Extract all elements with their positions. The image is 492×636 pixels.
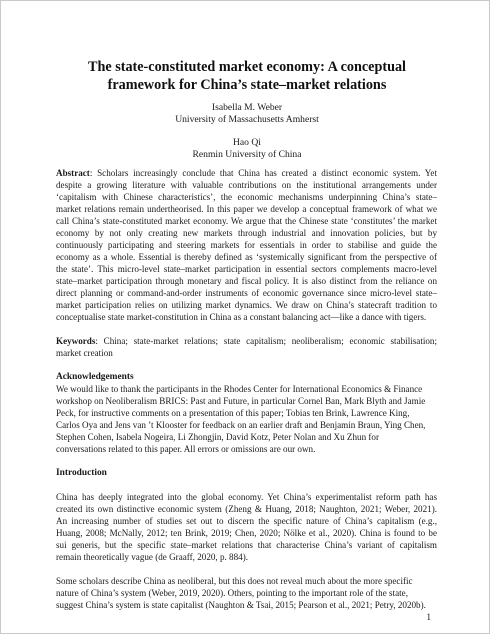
introduction-heading: Introduction bbox=[56, 468, 107, 478]
author-name: Hao Qi bbox=[233, 137, 261, 148]
intro-line: remain theoretically vague (de Graaff, 2020, p. 884). bbox=[56, 552, 248, 562]
intro-line: suggest China’s system is state capitalist (Naughton & Tsai, 2015; Pearson et al., 2021; Petry, 2020b). bbox=[56, 600, 426, 610]
abstract-line: economy as a whole. Essential is thereby defined as ‘systemically significant from the perspective of bbox=[56, 252, 437, 262]
abstract-line: continuously participating and steering markets for essentials in order to stabilise and guide the bbox=[56, 240, 437, 250]
acknowledgements-line: workshop on Neoliberalism BRICS: Past and Future, in particular Cornel Ban, Mark Blyth and Jamie bbox=[56, 396, 426, 406]
abstract-line: Abstract: Scholars increasingly conclude that China has created a distinct economic system. Yet bbox=[56, 168, 437, 178]
intro-line: created its own distinctive economic system (Zheng & Huang, 2018; Naughton, 2021; Weber, 2021). bbox=[56, 504, 437, 514]
abstract-line: call China’s state-constituted market economy. We argue that the Chinese state ‘constitutes’ the market bbox=[56, 216, 437, 226]
acknowledgements-line: Carlos Oya and Jens van ’t Klooster for feedback on an earlier draft and Benjamin Braun, Ying Chen, bbox=[56, 420, 426, 430]
intro-line: China has deeply integrated into the global economy. Yet China’s experimentalist reform path has bbox=[56, 492, 437, 502]
author-name: Isabella M. Weber bbox=[211, 102, 283, 113]
title-line: framework for China’s state–market relations bbox=[107, 77, 387, 93]
author-affiliation: University of Massachusetts Amherst bbox=[175, 114, 319, 125]
acknowledgements-line: Peck, for instructive comments on a presentation of this paper; Tobias ten Brink, Lawrence King, bbox=[56, 408, 410, 418]
intro-line: Huang, 2008; McNally, 2012; ten Brink, 2019; Chen, 2020; Nölke et al., 2020). China is found to be bbox=[56, 528, 437, 538]
abstract-line: economy by not only creating new markets through industrial and innovation policies, but by bbox=[56, 228, 437, 238]
acknowledgements-line: Stephen Cohen, Isabela Nogeira, Li Zhongjin, David Kotz, Peter Nolan and Xu Zhun for bbox=[56, 432, 380, 442]
abstract-line: market participation relies on utilizing market dynamics. We draw on China’s statecraft tradition to bbox=[56, 300, 437, 310]
abstract-line: conceptualise state market-constitution in China as a constant balancing act—like a dance with tigers. bbox=[56, 312, 427, 322]
intro-line: nature of China’s system (Weber, 2019, 2020). Others, pointing to the important role of the state, bbox=[56, 588, 408, 598]
abstract-line: despite a growing literature with valuable contributions on the institutional arrangements under bbox=[56, 180, 437, 190]
keywords-line: market creation bbox=[56, 348, 113, 358]
abstract-label: Abstract bbox=[56, 168, 90, 178]
acknowledgements-line: conversations related to this paper. All errors or omissions are our own. bbox=[56, 444, 316, 454]
acknowledgements-heading: Acknowledgements bbox=[56, 372, 134, 382]
intro-line: An increasing number of studies set out to discern the specific nature of China’s capitalism (e.g., bbox=[56, 516, 437, 526]
abstract-line: market relations remain undertheorised. In this paper we develop a conceptual framework of what we bbox=[56, 204, 437, 214]
page-number: 1 bbox=[426, 613, 431, 623]
acknowledgements-line: We would like to thank the participants in the Rhodes Center for International Economics & Finance bbox=[56, 384, 423, 394]
keywords-line: Keywords: China; state-market relations; state capitalism; neoliberalism; economic stabilisation; bbox=[56, 336, 437, 346]
intro-line: sui generis, but the specific state–market relations that characterise China’s variant of capitalism bbox=[56, 540, 437, 550]
abstract-line: the state’. This micro-level state–market participation in essential sectors complements macro-level bbox=[56, 264, 437, 274]
intro-line: Some scholars describe China as neoliberal, but this does not reveal much about the more specific bbox=[56, 576, 413, 586]
author-affiliation: Renmin University of China bbox=[192, 149, 302, 160]
paper-title bbox=[61, 58, 433, 94]
keywords-label: Keywords bbox=[56, 336, 96, 346]
abstract-line: state–market participation through monetary and fiscal policy. It is also distinct from the reliance on bbox=[56, 276, 437, 286]
abstract-line: direct planning or command-and-order instruments of economic governance since micro-level state– bbox=[56, 288, 437, 298]
abstract-line: ‘capitalism with Chinese characteristics’, the economic mechanisms underpinning China’s state– bbox=[56, 192, 437, 202]
title-line: The state-constituted market economy: A conceptual bbox=[88, 59, 406, 75]
